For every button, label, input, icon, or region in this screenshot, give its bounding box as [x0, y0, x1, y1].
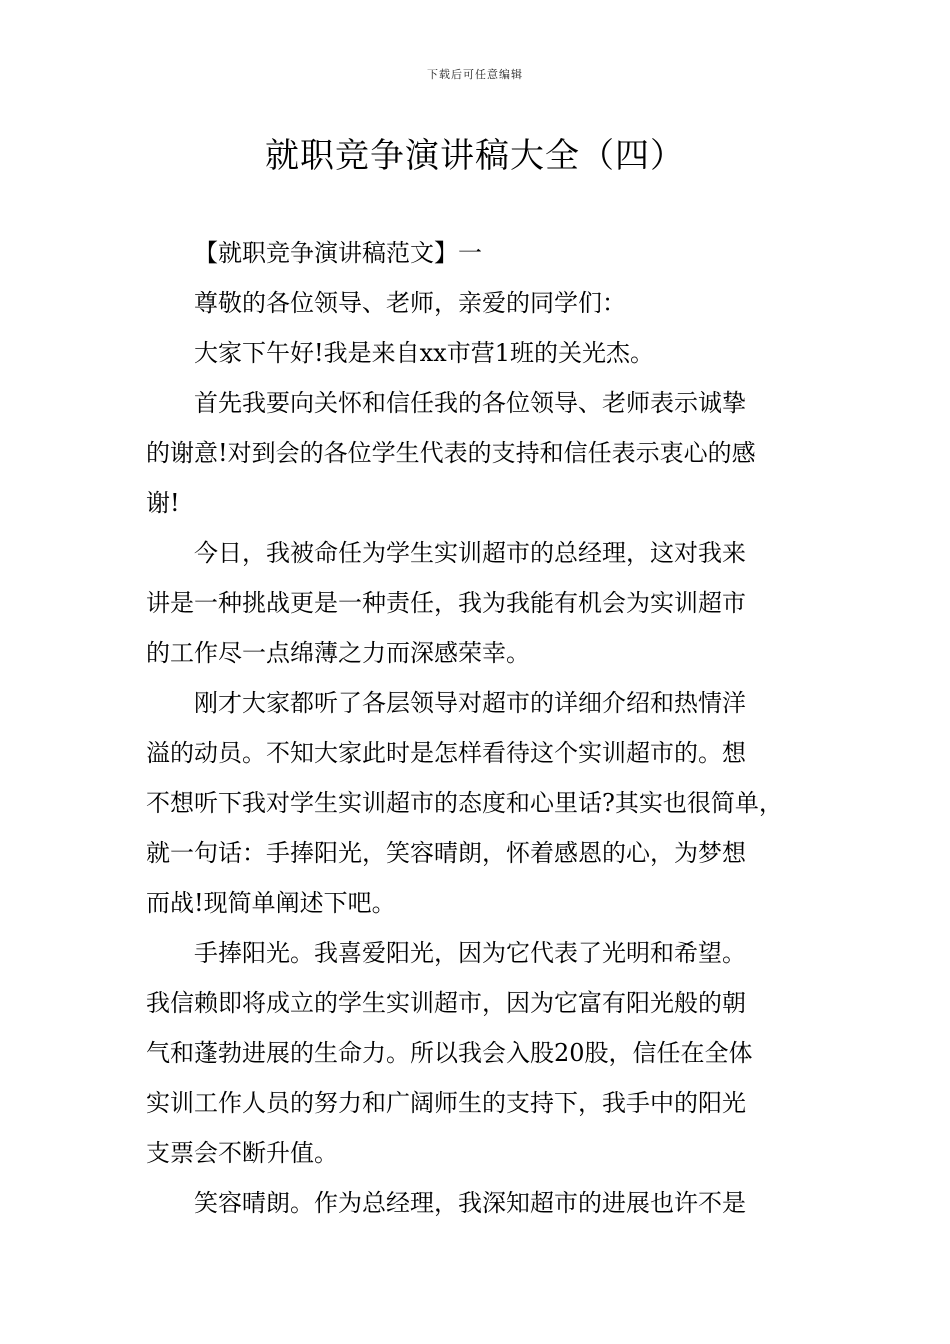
- document-title: 就职竞争演讲稿大全（四）: [265, 136, 685, 176]
- paragraph: 笑容晴朗。作为总经理，我深知超市的进展也许不是: [194, 1189, 746, 1217]
- header-note: 下载后可任意编辑: [427, 68, 523, 81]
- paragraph: 今日，我被命任为学生实训超市的总经理，这对我来 讲是一种挑战更是一种责任，我为我能有机会为实训超市 的工作尽一点绵薄之力而深感荣幸。: [146, 539, 746, 667]
- paragraph: 大家下午好!我是来自xx市营1班的关光杰。: [194, 339, 654, 367]
- paragraph: 刚才大家都听了各层领导对超市的详细介绍和热情洋 溢的动员。不知大家此时是怎样看待这个实训超市的。想 不想听下我对学生实训超市的态度和心里话?其实也很简单， 就一句话：手捧阳光，笑容晴朗，怀着感恩的心，为梦想 而战!现简单阐述下吧。: [146, 689, 783, 917]
- paragraph: 尊敬的各位领导、老师，亲爱的同学们：: [194, 289, 626, 317]
- paragraph: 【就职竞争演讲稿范文】一: [194, 239, 482, 267]
- paragraph: 手捧阳光。我喜爱阳光，因为它代表了光明和希望。 我信赖即将成立的学生实训超市，因为它富有阳光般的朝 气和蓬勃进展的生命力。所以我会入股20股，信任在全体 实训工作人员的努力和广阔师生的支持下，我手中的阳光 支票会不断升值。: [146, 939, 753, 1167]
- paragraph: 首先我要向关怀和信任我的各位领导、老师表示诚挚 的谢意!对到会的各位学生代表的支持和信任表示衷心的感 谢!: [146, 389, 756, 517]
- document-body: [146, 228, 836, 1228]
